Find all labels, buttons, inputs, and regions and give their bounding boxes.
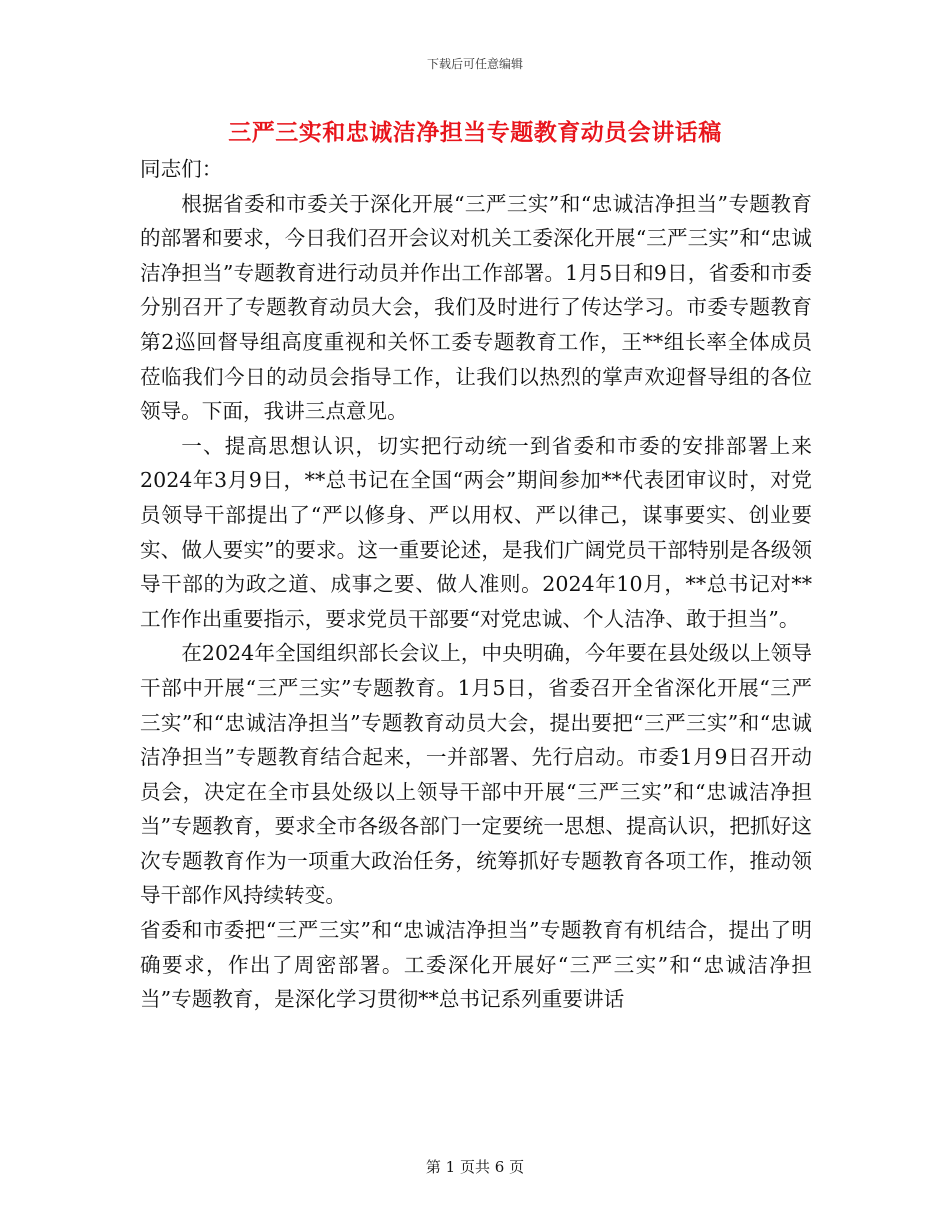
salutation: 同志们： [140, 157, 223, 181]
paragraph-3: 在2024年全国组织部长会议上，中央明确，今年要在县处级以上领导干部中开展“三严三实”专题教育。1月5日，省委召开全省深化开展“三严三实”和“忠诚洁净担当”专题教育动员大会，提出要把“三严三实”和“忠诚洁净担当”专题教育结合起来，一并部署、先行启动。市委1月9日召开动员会，决定在全市县处级以上领导干部中开展“三严三实”和“忠诚洁净担当”专题教育，要求全市各级各部门一定要统一思想、提高认识，把抓好这次专题教育作为一项重大政治任务，统筹抓好专题教育各项工作，推动领导干部作风持续转变。 [140, 641, 812, 908]
paragraph-1: 根据省委和市委关于深化开展“三严三实”和“忠诚洁净担当”专题教育的部署和要求，今日我们召开会议对机关工委深化开展“三严三实”和“忠诚洁净担当”专题教育进行动员并作出工作部署。1月5日和9日，省委和市委分别召开了专题教育动员大会，我们及时进行了传达学习。市委专题教育第2巡回督导组高度重视和关怀工委专题教育工作，王**组长率全体成员莅临我们今日的动员会指导工作，让我们以热烈的掌声欢迎督导组的各位领导。下面，我讲三点意见。 [140, 191, 812, 424]
document-body [140, 152, 812, 1017]
paragraph-4: 省委和市委把“三严三实”和“忠诚洁净担当”专题教育有机结合，提出了明确要求，作出了周密部署。工委深化开展好“三严三实”和“忠诚洁净担当”专题教育，是深化学习贯彻**总书记系列重要讲话 [140, 918, 812, 1012]
document-title: 三严三实和忠诚洁净担当专题教育动员会讲话稿 [228, 119, 722, 146]
page-number-footer: 第 1 页共 6 页 [425, 1158, 525, 1176]
paragraph-2: 一、提高思想认识，切实把行动统一到省委和市委的安排部署上来2024年3月9日，**总书记在全国“两会”期间参加**代表团审议时，对党员领导干部提出了“严以修身、严以用权、严以律己，谋事要实、创业要实、做人要实”的要求。这一重要论述，是我们广阔党员干部特别是各级领导干部的为政之道、成事之要、做人准则。2024年10月，**总书记对**工作作出重要指示，要求党员干部要“对党忠诚、个人洁净、敢于担当”。 [140, 433, 812, 631]
page-header-note: 下载后可任意编辑 [426, 57, 523, 71]
